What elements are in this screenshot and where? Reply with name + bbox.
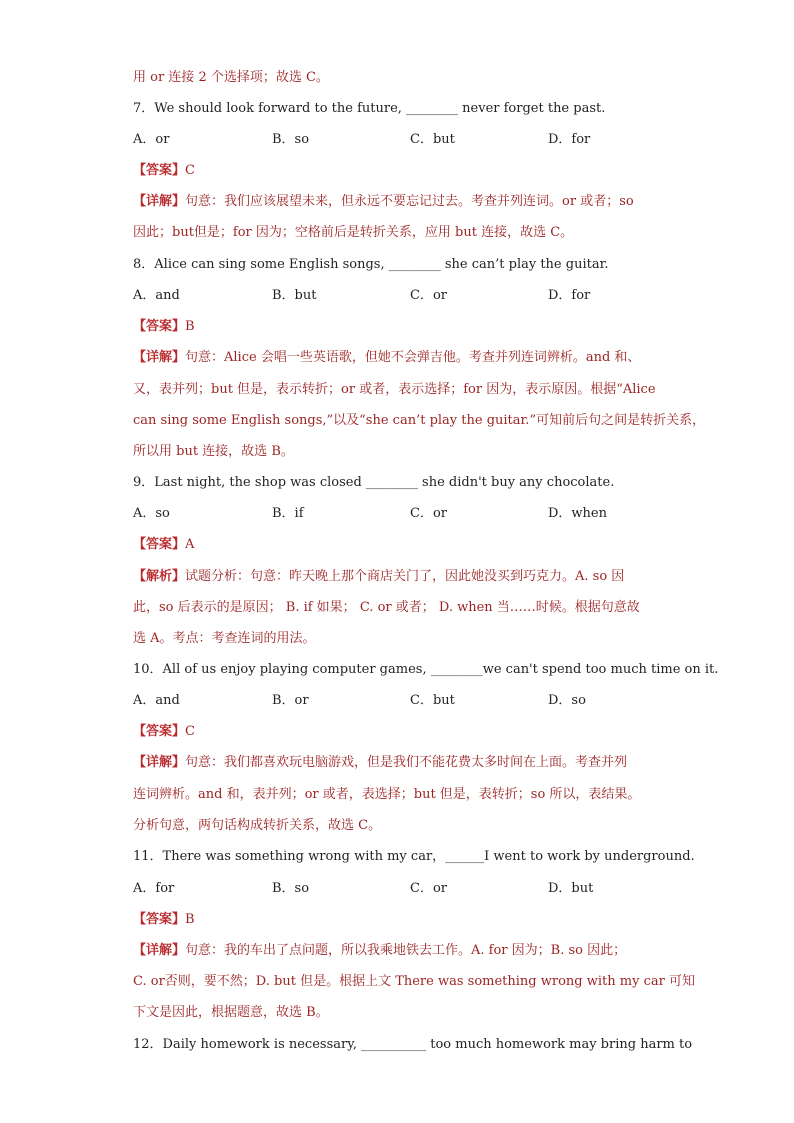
option-1: A．or (133, 132, 170, 147)
answer-line (133, 942, 626, 960)
answer-label: 【答案】 (133, 319, 186, 334)
explanation-text: can sing some English songs,”以及“she can’t play the guitar.”可知前后句之间是转折关系， (133, 413, 706, 428)
question-text: 12．Daily homework is necessary, __________ too much homework may bring harm to (133, 1037, 693, 1052)
explanation-line (133, 786, 640, 804)
option-3: C．or (410, 881, 447, 896)
explanation-text: 分析句意，两句话构成转折关系，故选 C。 (133, 818, 382, 833)
explanation-text: 句意：我的车出了点问题，所以我乘地铁去工作。A. for 因为；B. so 因此； (185, 943, 627, 958)
question-text: 7．We should look forward to the future, ________ never forget the past. (133, 101, 606, 116)
explanation-line (133, 224, 573, 242)
explanation-text: 又，表并列；but 但是，表示转折；or 或者，表示选择；for 因为，表示原因。根据“Alice (133, 382, 656, 397)
explanation-text: 连词辨析。and 和，表并列；or 或者，表选择；but 但是，表转折；so 所以，表结果。 (133, 787, 641, 802)
answer-line (133, 754, 627, 772)
option-1: A．and (133, 288, 180, 303)
explanation-line (133, 381, 656, 399)
option-2: B．so (272, 132, 310, 147)
explanation-text: 句意：我们都喜欢玩电脑游戏，但是我们不能花费太多时间在上面。考查并列 (185, 755, 628, 770)
explanation-text: 试题分析：句意：昨天晚上那个商店关门了，因此她没买到巧克力。A. so 因 (185, 569, 625, 584)
option-4: D．when (548, 506, 607, 521)
explanation-text: B (185, 912, 195, 927)
explanation-text: 用 or 连接 2 个选择项；故选 C。 (133, 70, 329, 85)
option-2: B．but (272, 288, 317, 303)
option-4: D．but (548, 881, 594, 896)
answer-line (133, 911, 195, 929)
answer-line (133, 568, 624, 586)
answer-line (133, 349, 640, 367)
option-4: D．so (548, 693, 586, 708)
option-3: C．or (410, 288, 447, 303)
option-2: B．or (272, 693, 309, 708)
question-text: 11．There was something wrong with my car，______I went to work by underground. (133, 849, 695, 864)
answer-label: 【详解】 (133, 194, 186, 209)
answer-line (133, 318, 195, 336)
explanation-text: 所以用 but 连接，故选 B。 (133, 444, 294, 459)
explanation-line (133, 69, 329, 87)
explanation-line (133, 412, 705, 430)
answer-label: 【答案】 (133, 163, 186, 178)
question-text: 10．All of us enjoy playing computer games, ________we can't spend too much time on it. (133, 662, 719, 677)
explanation-line (133, 817, 381, 835)
answer-label: 【详解】 (133, 350, 186, 365)
explanation-line (133, 599, 640, 617)
explanation-text: B (185, 319, 195, 334)
explanation-text: C (185, 724, 195, 739)
explanation-line (133, 1004, 329, 1022)
answer-label: 【详解】 (133, 755, 186, 770)
answer-label: 【详解】 (133, 943, 186, 958)
answer-line (133, 162, 195, 180)
explanation-text: 句意：我们应该展望未来，但永远不要忘记过去。考查并列连词。or 或者；so (185, 194, 634, 209)
option-3: C．but (410, 693, 455, 708)
explanation-line (133, 973, 695, 991)
option-4: D．for (548, 288, 591, 303)
answer-label: 【解析】 (133, 569, 186, 584)
answer-label: 【答案】 (133, 912, 186, 927)
option-1: A．and (133, 693, 180, 708)
explanation-line (133, 443, 294, 461)
option-1: A．for (133, 881, 175, 896)
explanation-text: A (185, 537, 195, 552)
option-3: C．but (410, 132, 455, 147)
explanation-text: 因此；but但是；for 因为；空格前后是转折关系，应用 but 连接，故选 C。 (133, 225, 574, 240)
answer-label: 【答案】 (133, 537, 186, 552)
answer-label: 【答案】 (133, 724, 186, 739)
option-1: A．so (133, 506, 170, 521)
explanation-text: 此，so 后表示的是原因； B. if 如果； C. or 或者； D. when 当……时候。根据句意故 (133, 600, 640, 615)
answer-line (133, 193, 634, 211)
explanation-text: 句意：Alice 会唱一些英语歌，但她不会弹吉他。考查并列连词辨析。and 和、 (185, 350, 641, 365)
explanation-text: C. or否则，要不然；D. but 但是。根据上文 There was something wrong with my car 可知 (133, 974, 695, 989)
option-3: C．or (410, 506, 447, 521)
explanation-text: 选 A。考点：考查连词的用法。 (133, 631, 316, 646)
question-text: 9．Last night, the shop was closed ________ she didn't buy any chocolate. (133, 475, 615, 490)
option-2: B．if (272, 506, 304, 521)
explanation-text: 下文是因此，根据题意，故选 B。 (133, 1005, 329, 1020)
option-4: D．for (548, 132, 591, 147)
answer-line (133, 723, 195, 741)
explanation-line (133, 630, 316, 648)
explanation-text: C (185, 163, 195, 178)
answer-line (133, 536, 194, 554)
option-2: B．so (272, 881, 310, 896)
question-text: 8．Alice can sing some English songs, ________ she can’t play the guitar. (133, 257, 609, 272)
